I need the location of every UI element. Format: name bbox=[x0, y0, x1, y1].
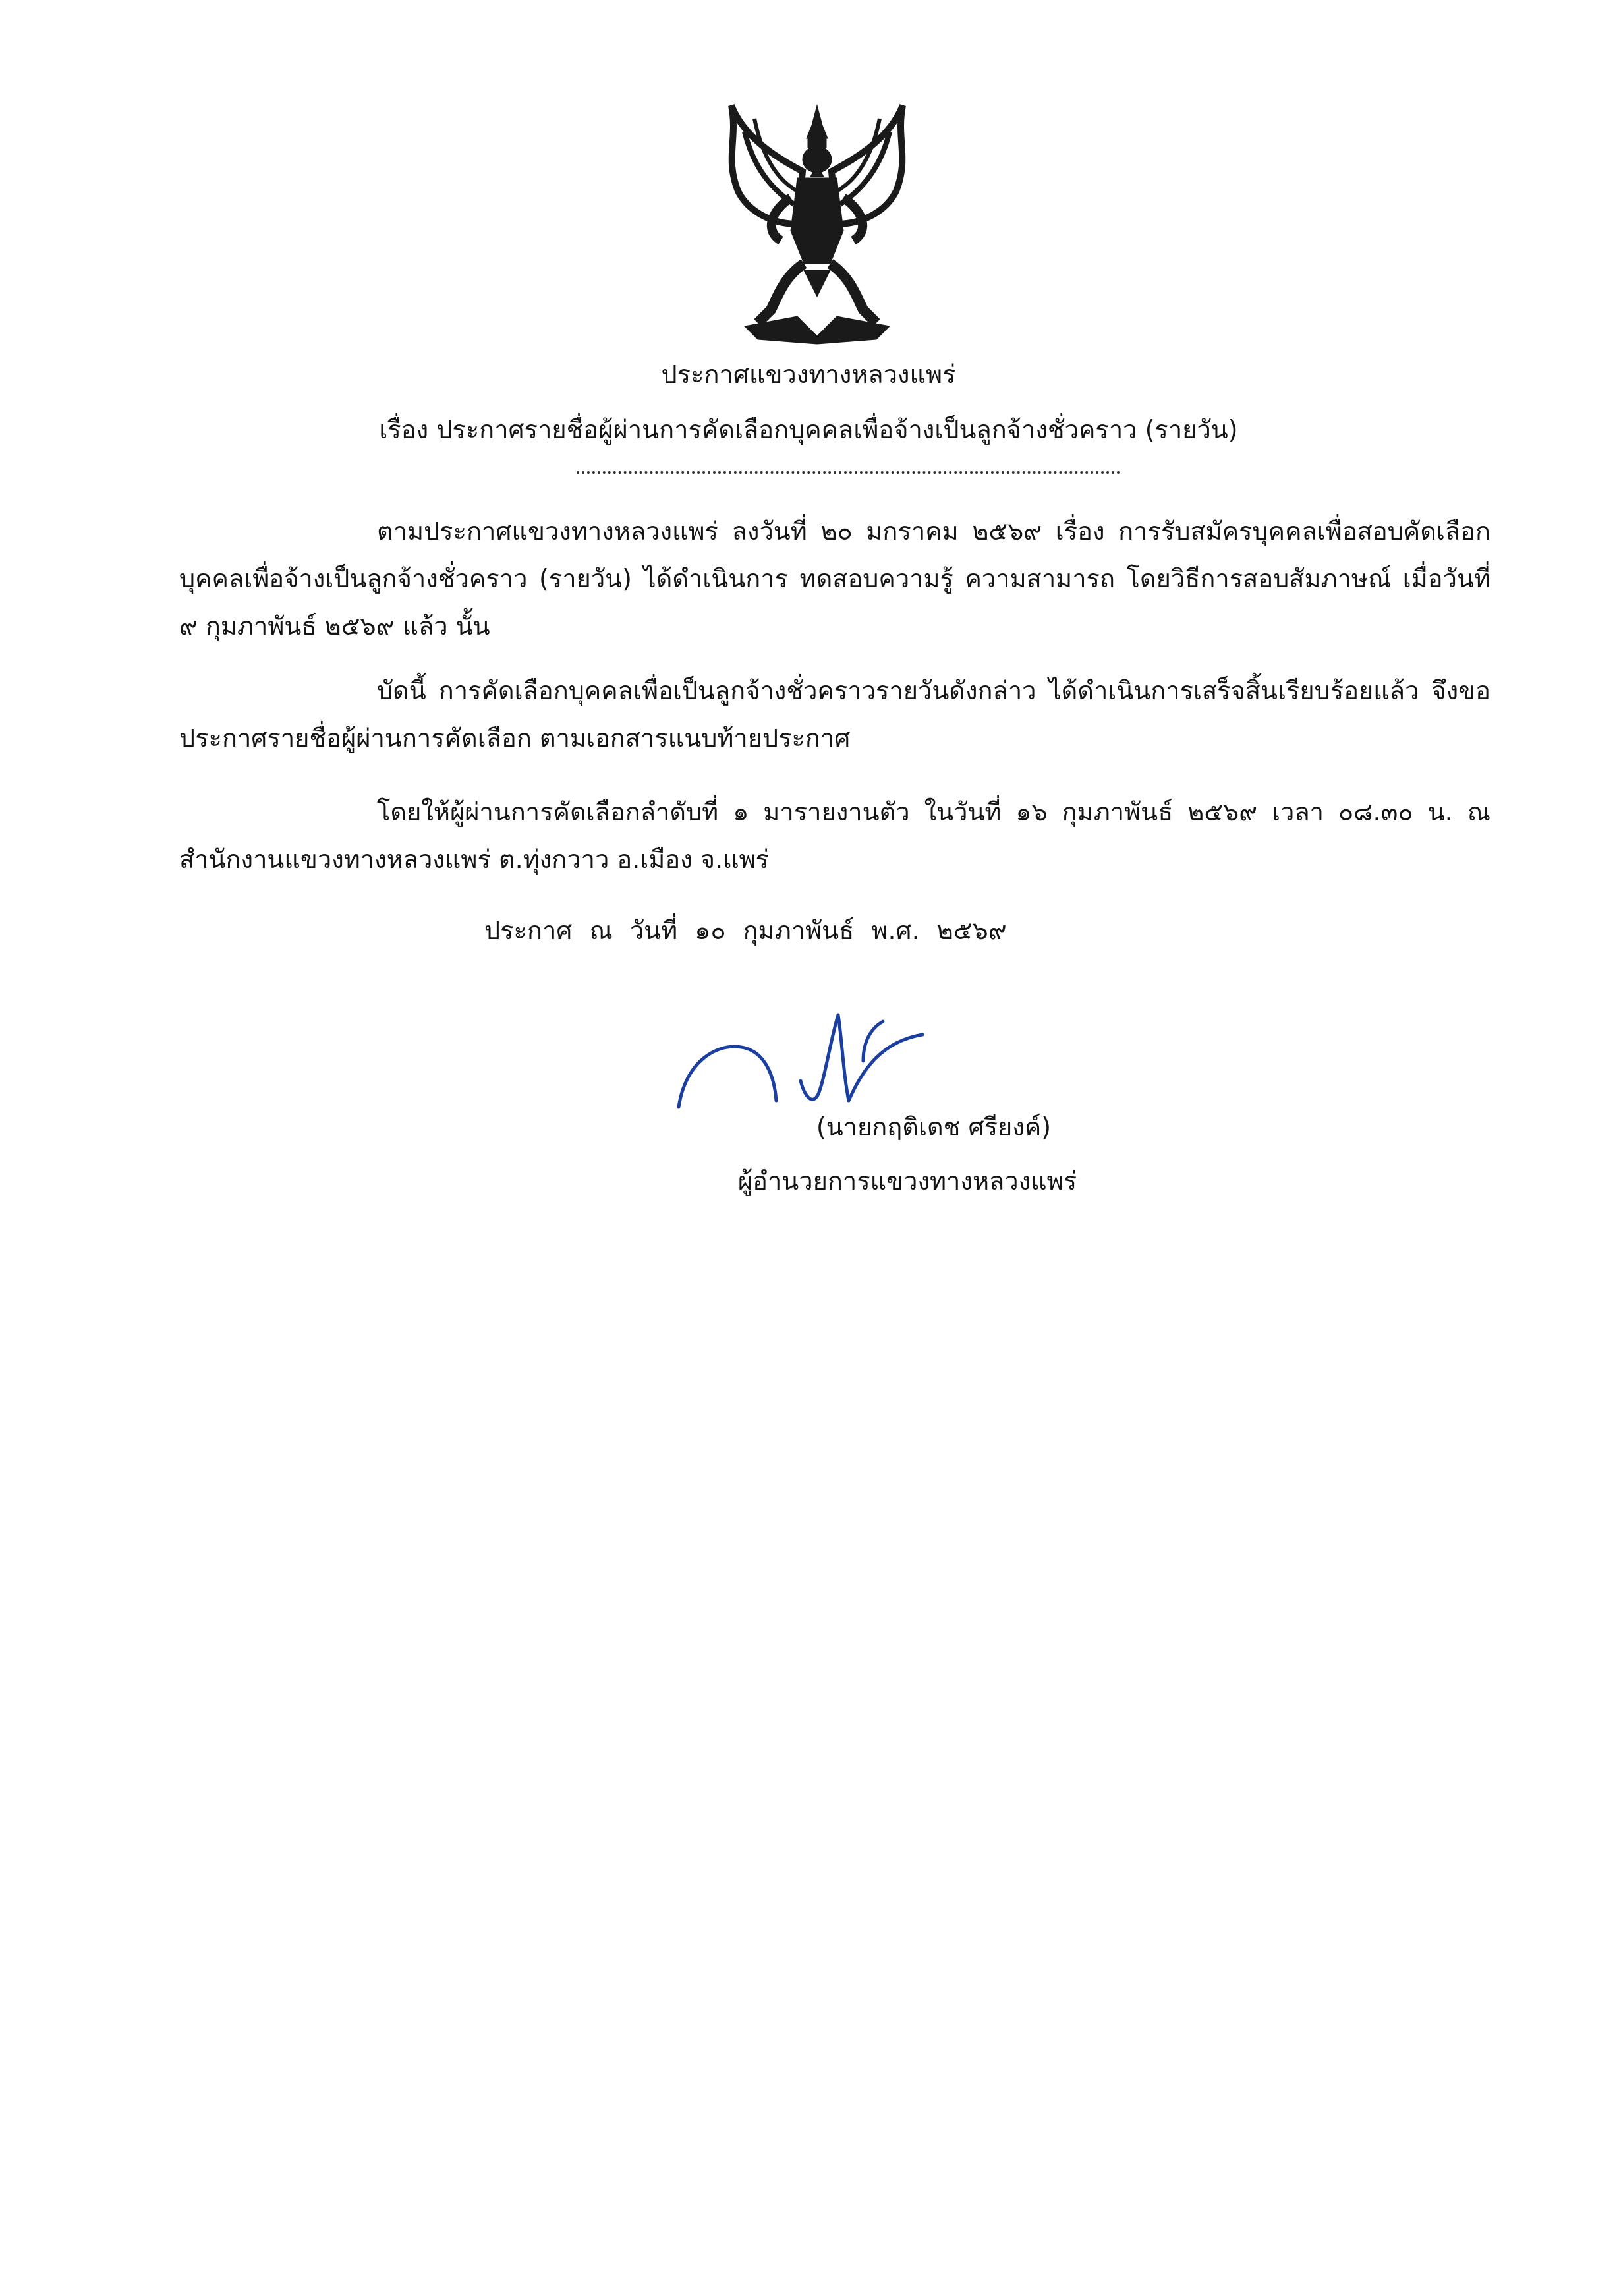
document-title: ประกาศแขวงทางหลวงแพร่ bbox=[661, 360, 956, 389]
paragraph-3: โดยให้ผู้ผ่านการคัดเลือกลำดับที่ ๑ มารายงานตัว ในวันที่ ๑๖ กุมภาพันธ์ ๒๕๖๙ เวลา ๐๘.๓๐ น. ณ สำนักงานแขวงทางหลวงแพร่ ต.ทุ่งกวาว อ.เมือง จ.แพร่ bbox=[179, 797, 1490, 874]
signatory-position: ผู้อำนวยการแขวงทางหลวงแพร่ bbox=[737, 1166, 1077, 1195]
dotted-separator bbox=[577, 471, 1120, 474]
paragraph-2: บัดนี้ การคัดเลือกบุคคลเพื่อเป็นลูกจ้างชั่วคราวรายวันดังกล่าว ได้ดำเนินการเสร็จสิ้นเรียบร้อยแล้ว จึงขอประกาศรายชื่อผู้ผ่านการคัดเลือก ตามเอกสารแนบท้ายประกาศ bbox=[179, 676, 1490, 753]
document-subject: เรื่อง ประกาศรายชื่อผู้ผ่านการคัดเลือกบุคคลเพื่อจ้างเป็นลูกจ้างชั่วคราว (รายวัน) bbox=[379, 415, 1238, 444]
signatory-name: (นายกฤติเดช ศรียงค์) bbox=[816, 1112, 1052, 1141]
announcement-date: ประกาศ ณ วันที่ ๑๐ กุมภาพันธ์ พ.ศ. ๒๕๖๙ bbox=[484, 916, 1007, 945]
paragraph-1: ตามประกาศแขวงทางหลวงแพร่ ลงวันที่ ๒๐ มกราคม ๒๕๖๙ เรื่อง การรับสมัครบุคคลเพื่อสอบคัดเลือกบุคคลเพื่อจ้างเป็นลูกจ้างชั่วคราว (รายวัน) ได้ดำเนินการ ทดสอบความรู้ ความสามารถ โดยวิธีการสอบสัมภาษณ์ เมื่อวันที่ ๙ กุมภาพันธ์ ๒๕๖๙ แล้ว นั้น bbox=[179, 517, 1490, 641]
garuda-emblem-icon bbox=[718, 99, 916, 349]
